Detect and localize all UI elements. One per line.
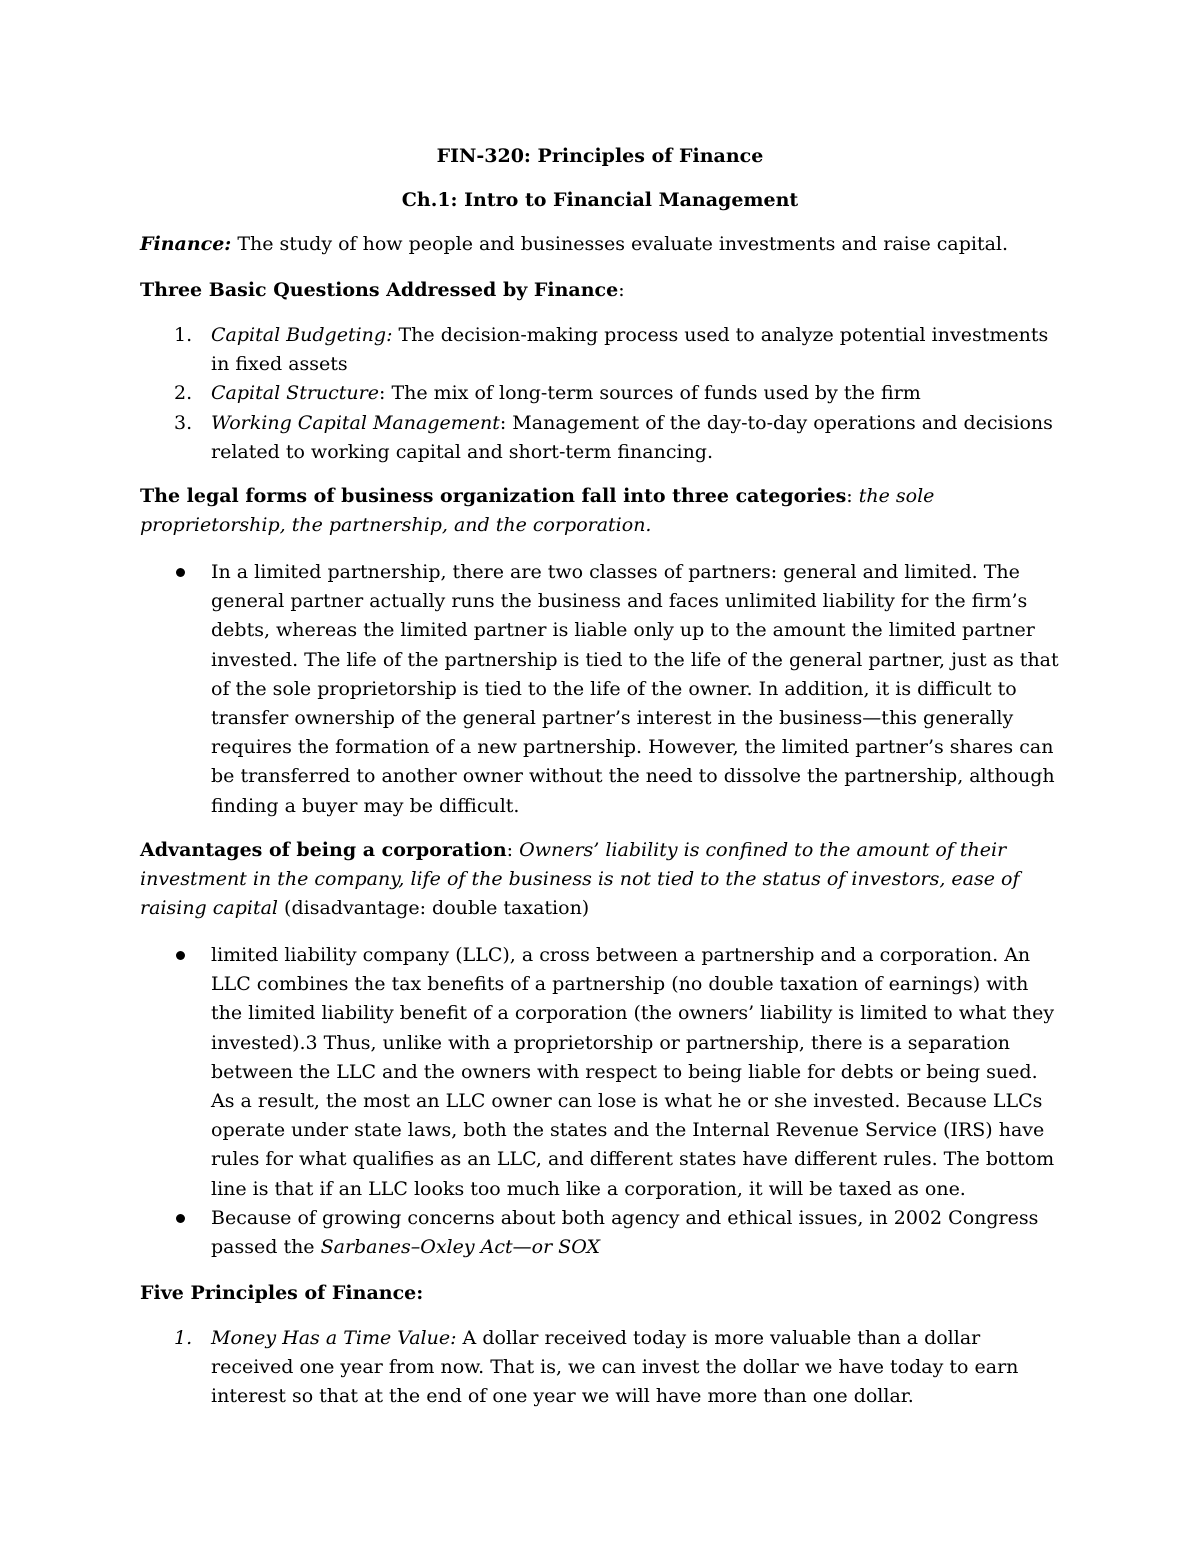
three-questions-list <box>0 321 1200 467</box>
list-item <box>0 1204 1061 1262</box>
item-text: The decision-making process used to analyze potential investments in fixed assets <box>211 324 1049 376</box>
list-item <box>0 409 1061 467</box>
item-term: Capital Structure <box>211 382 379 405</box>
bullet-text: In a limited partnership, there are two classes of partners: general and limited. The general partner actually runs the business and faces unlimited liability for the firm’s debts, whereas the limited partner is liable only up to the amount the limited partner invested. The life of the partnership is tied to the life of the general partner, just as that of the sole proprietorship is tied to the life of the owner. In addition, it is difficult to transfer ownership of the general partner’s interest in the business—this generally requires the formation of a new partnership. However, the limited partner’s shares can be transferred to another owner without the need to dissolve the partnership, although finding a buyer may be difficult. <box>211 561 1059 817</box>
corporation-bullets <box>0 941 1200 1262</box>
finance-term: Finance: <box>140 233 232 255</box>
legal-forms-paragraph <box>140 482 1065 540</box>
corporation-colon: : <box>506 839 520 861</box>
list-number: 2. <box>174 382 193 405</box>
legal-forms-colon: : <box>846 485 859 507</box>
corporation-advantages: Owners’ liability is confined to the amount of their investment in the company, life of the business is not tied to the status of investors, ease of raising capital <box>140 839 1020 920</box>
three-questions-heading-text: Three Basic Questions Addressed by Finance <box>140 279 619 301</box>
three-questions-heading-colon: : <box>618 279 625 301</box>
list-item <box>0 558 1061 821</box>
bullet-icon <box>176 1214 185 1223</box>
bullet-icon <box>176 951 185 960</box>
item-text: : The mix of long-term sources of funds used by the firm <box>379 382 921 405</box>
list-item <box>0 941 1061 1204</box>
finance-definition <box>140 230 1065 259</box>
sox-bullet-italic: Sarbanes–Oxley Act—or SOX <box>320 1236 600 1259</box>
corporation-heading: Advantages of being a corporation <box>140 839 507 861</box>
list-item <box>0 1324 1061 1412</box>
five-principles-heading <box>140 1279 1065 1308</box>
item-term: Money Has a Time Value: <box>211 1327 457 1349</box>
item-term: Working Capital Management <box>211 411 500 434</box>
item-text: A dollar received today is more valuable than a dollar received one year from now. That is, we can invest the dollar we have today to earn interest so that at the end of one year we will have more than one dollar. <box>211 1327 1019 1408</box>
bullet-icon <box>176 568 185 577</box>
item-text: : Management of the day-to-day operations and decisions related to working capital and short-term financing. <box>211 411 1053 463</box>
course-title: FIN-320: Principles of Finance <box>436 145 764 167</box>
five-principles-heading-text: Five Principles of Finance: <box>140 1282 424 1304</box>
list-number: 1. <box>174 1327 193 1349</box>
legal-forms-bullets <box>0 558 1200 821</box>
corporation-disadvantage: (disadvantage: double taxation) <box>278 897 590 920</box>
legal-forms-categories: the sole proprietorship, the partnership, and the corporation. <box>140 485 935 537</box>
list-item <box>0 379 1061 408</box>
corporation-paragraph <box>140 836 1065 924</box>
list-number: 1. <box>174 324 193 346</box>
list-item <box>0 321 1061 379</box>
sox-bullet-text: Because of growing concerns about both agency and ethical issues, in 2002 Congress passed the <box>211 1206 1039 1259</box>
list-number: 3. <box>174 411 193 434</box>
chapter-title: Ch.1: Intro to Financial Management <box>401 189 799 211</box>
item-term: Capital Budgeting: <box>211 324 393 346</box>
three-questions-heading <box>140 276 1065 305</box>
legal-forms-heading: The legal forms of business organization fall into three categories <box>140 485 847 507</box>
five-principles-list <box>0 1324 1200 1412</box>
finance-definition-text: The study of how people and businesses evaluate investments and raise capital. <box>231 233 1009 255</box>
llc-bullet-text: limited liability company (LLC), a cross between a partnership and a corporation. An LLC combines the tax benefits of a partnership (no double taxation of earnings) with the limited liability benefit of a corporation (the owners’ liability is limited to what they invested).3 Thus, unlike with a proprietorship or partnership, there is a separation between the LLC and the owners with respect to being liable for debts or being sued. As a result, the most an LLC owner can lose is what he or she invested. Because LLCs operate under state laws, both the states and the Internal Revenue Service (IRS) have rules for what qualifies as an LLC, and different states have different rules. The bottom line is that if an LLC looks too much like a corporation, it will be taxed as one. <box>211 944 1055 1200</box>
